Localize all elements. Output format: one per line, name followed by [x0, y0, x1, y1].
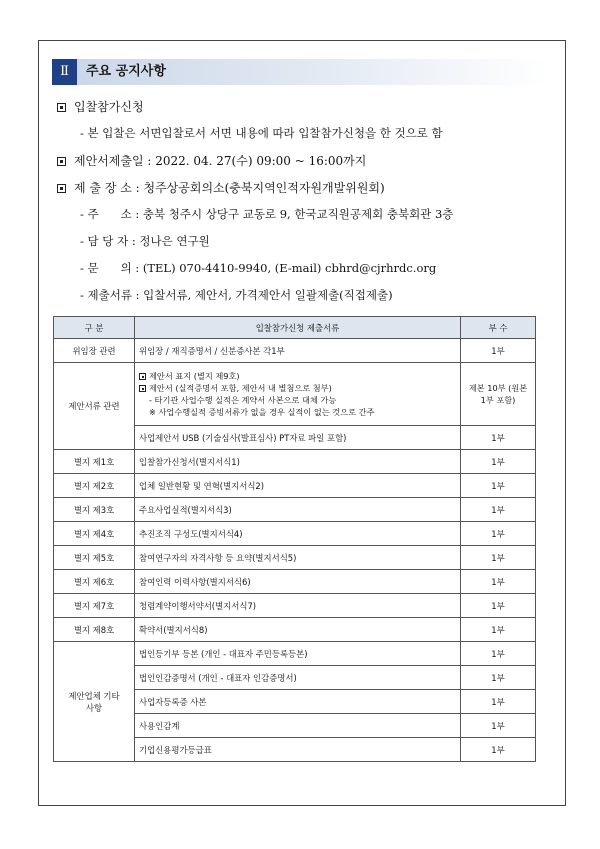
table-row: [54, 363, 536, 426]
contact: - 문 의 : (TEL) 070-4410-9940, (E-mail) cbhrd@cjrhrdc.org: [80, 261, 437, 275]
table-row: [54, 642, 536, 666]
row-category: 제안업체 기타사항: [54, 642, 135, 762]
row-category: 별지 제5호: [54, 546, 135, 570]
manager: - 담 당 자 : 정나은 연구원: [80, 234, 210, 248]
header-count: 부 수: [461, 317, 536, 339]
row-count: 제본 10부 (원본 1부 포함): [461, 363, 536, 426]
deadline: 제안서제출일 : 2022. 04. 27(수) 09:00 ~ 16:00까지: [57, 152, 366, 169]
row-doc: 사업제안서 USB (기술심사(발표심사) PT자료 파일 포함): [135, 426, 461, 450]
table-row: [54, 450, 536, 474]
header-docs: 입찰참가신청 제출서류: [135, 317, 461, 339]
row-category: 별지 제3호: [54, 498, 135, 522]
section-header: [52, 59, 548, 85]
square-bullet-icon: [139, 385, 146, 392]
row-category: 별지 제7호: [54, 594, 135, 618]
square-bullet-icon: [57, 157, 66, 166]
row-count: 1부: [461, 738, 536, 762]
row-doc: 법인등기부 등본 (개인 - 대표자 주민등록등본): [135, 642, 461, 666]
row-doc: 사업자등록증 사본: [135, 690, 461, 714]
row-category: 별지 제4호: [54, 522, 135, 546]
table-row: [54, 498, 536, 522]
table-header-row: [54, 317, 536, 339]
row-count: 1부: [461, 666, 536, 690]
row-count: 1부: [461, 450, 536, 474]
square-bullet-icon: [57, 103, 66, 112]
row-doc: 주요사업실적(별지서식3): [135, 498, 461, 522]
row-count: 1부: [461, 594, 536, 618]
row-category: 제안서류 관련: [54, 363, 135, 450]
bid-apply-desc: - 본 입찰은 서면입찰로서 서면 내용에 따라 입찰참가신청을 한 것으로 함: [80, 126, 443, 140]
row-doc: 입찰참가신청서(별지서식1): [135, 450, 461, 474]
row-count: 1부: [461, 618, 536, 642]
table-row: [54, 522, 536, 546]
place-title: 제 출 장 소 : 청주상공회의소(충북지역인적자원개발위원회): [57, 179, 385, 196]
doc-line: ※ 사업수행실적 증빙서류가 없을 경우 실적이 없는 것으로 간주: [149, 407, 375, 417]
row-count: 1부: [461, 642, 536, 666]
row-doc: 법인인감증명서 (개인 - 대표자 인감증명서): [135, 666, 461, 690]
submit-docs: - 제출서류 : 입찰서류, 제안서, 가격제안서 일괄제출(직접제출): [80, 288, 393, 302]
row-count: 1부: [461, 498, 536, 522]
row-doc: 사용인감계: [135, 714, 461, 738]
section-number: Ⅱ: [52, 59, 77, 85]
address: - 주 소 : 충북 청주시 상당구 교동로 9, 한국교직원공제회 충북회관 3층: [80, 207, 454, 221]
row-count: 1부: [461, 546, 536, 570]
row-category: 별지 제1호: [54, 450, 135, 474]
doc-line: 제안서 표지 (별지 제9호): [139, 370, 456, 382]
submission-table: [53, 316, 536, 762]
row-doc: 참여인력 이력사항(별지서식6): [135, 570, 461, 594]
row-doc: 청렴계약이행서약서(별지서식7): [135, 594, 461, 618]
row-category: 별지 제8호: [54, 618, 135, 642]
row-category: 위임장 관련: [54, 339, 135, 363]
row-count: 1부: [461, 474, 536, 498]
header-category: 구 분: [54, 317, 135, 339]
row-category: 별지 제2호: [54, 474, 135, 498]
table-row: [54, 570, 536, 594]
row-category: 별지 제6호: [54, 570, 135, 594]
bid-apply-title: 입찰참가신청: [57, 98, 144, 115]
row-doc: 확약서(별지서식8): [135, 618, 461, 642]
row-count: 1부: [461, 690, 536, 714]
table-row: [54, 594, 536, 618]
table-row: [54, 474, 536, 498]
row-doc: 기업신용평가등급표: [135, 738, 461, 762]
section-title: 주요 공지사항: [86, 64, 166, 79]
square-bullet-icon: [57, 184, 66, 193]
table-row: [54, 546, 536, 570]
row-doc: 참여연구자의 자격사항 등 요약(별지서식5): [135, 546, 461, 570]
row-doc: 추진조직 구성도(별지서식4): [135, 522, 461, 546]
doc-line: 제안서 (실적증명서 포함, 제안서 내 별첨으로 첨부): [139, 382, 456, 394]
row-count: 1부: [461, 426, 536, 450]
row-doc: 위임장 / 재직증명서 / 신분증사본 각1부: [135, 339, 461, 363]
table-row: [54, 618, 536, 642]
row-count: 1부: [461, 339, 536, 363]
row-count: 1부: [461, 522, 536, 546]
row-count: 1부: [461, 714, 536, 738]
row-doc: 업체 일반현황 및 연혁(별지서식2): [135, 474, 461, 498]
row-count: 1부: [461, 570, 536, 594]
row-doc-multiline: [135, 363, 461, 426]
square-bullet-icon: [139, 373, 146, 380]
doc-line: - 타기관 사업수행 실적은 계약서 사본으로 대체 가능: [149, 395, 337, 405]
table-row: [54, 339, 536, 363]
